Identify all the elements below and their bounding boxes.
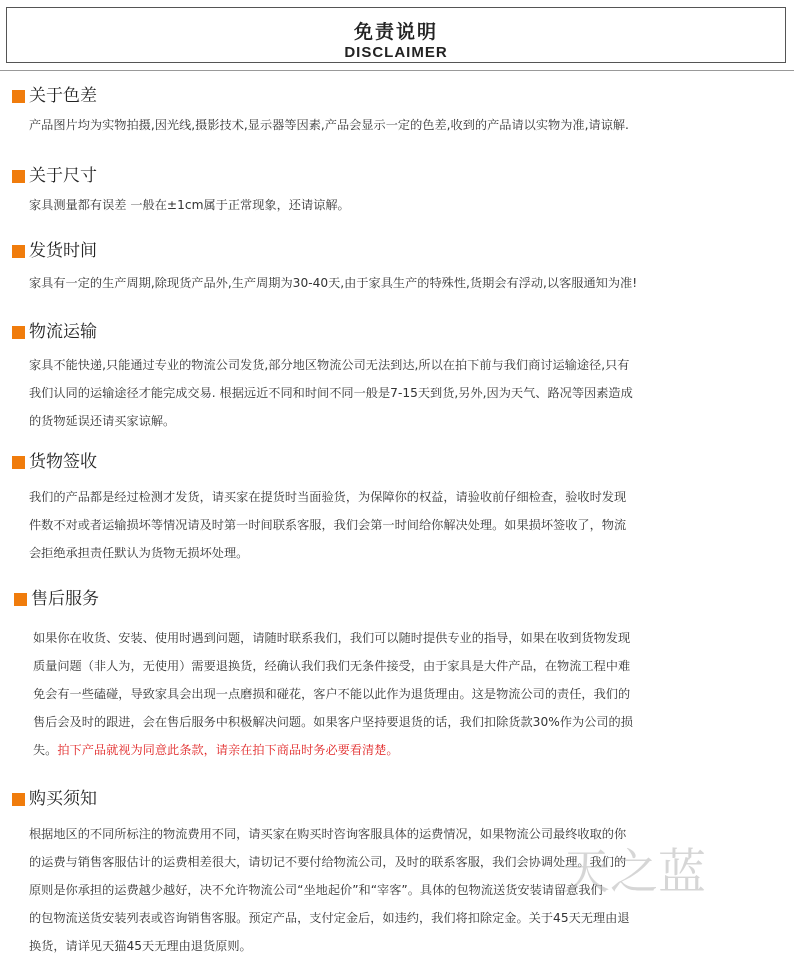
paragraph-line: 我们认同的运输途径才能完成交易. 根据远近不同和时间不同一般是7-15天到货,另外,因为天气、路况等因素造成 <box>29 386 633 400</box>
notice-text: 拍下产品就视为同意此条款，请亲在拍下商品时务必要看清楚。 <box>57 743 399 757</box>
paragraph-line: 换货，请详见天猫45天无理由退货原则。 <box>29 939 252 953</box>
section-title: 购买须知 <box>29 789 97 809</box>
section-body-receipt <box>29 483 626 567</box>
section-title: 售后服务 <box>31 589 99 609</box>
paragraph-line: 我们的产品都是经过检测才发货，请买家在提货时当面验货，为保障你的权益，请验收前仔细检查，验收时发现 <box>29 490 627 504</box>
page-title: 免责说明 <box>353 21 438 43</box>
section-body-color-difference <box>29 115 629 135</box>
section-title: 发货时间 <box>29 241 97 261</box>
orange-square-icon <box>14 593 27 606</box>
paragraph-line: 的运费与销售客服估计的运费相差很大，请切记不要付给物流公司，及时的联系客服，我们会协调处理。我们的 <box>29 855 627 869</box>
paragraph-line-notice <box>33 736 633 764</box>
paragraph-line: 家具有一定的生产周期,除现货产品外,生产周期为30-40天,由于家具生产的特殊性,货期会有浮动,以客服通知为准! <box>29 276 638 290</box>
orange-square-icon <box>12 170 25 183</box>
paragraph-line: 件数不对或者运输损坏等情况请及时第一时间联系客服，我们会第一时间给你解决处理。如果损坏签收了，物流 <box>29 518 627 532</box>
orange-square-icon <box>12 90 25 103</box>
orange-square-icon <box>12 456 25 469</box>
section-body-logistics <box>29 351 633 435</box>
paragraph-text: 失。 <box>33 743 58 757</box>
section-title: 关于尺寸 <box>29 166 97 186</box>
section-body-purchase-notes <box>29 820 630 960</box>
disclaimer-header <box>6 7 786 63</box>
orange-square-icon <box>12 326 25 339</box>
section-title: 关于色差 <box>29 86 97 106</box>
paragraph-line: 原则是你承担的运费越少越好，决不允许物流公司“坐地起价”和“宰客”。具体的包物流送货安装请留意我们 <box>29 883 603 897</box>
section-body-after-sales <box>33 624 633 764</box>
paragraph-line: 如果你在收货、安装、使用时遇到问题，请随时联系我们，我们可以随时提供专业的指导，如果在收到货物发现 <box>33 631 631 645</box>
paragraph-line: 会拒绝承担责任默认为货物无损坏处理。 <box>29 546 249 560</box>
paragraph-line: 的货物延误还请买家谅解。 <box>29 414 176 428</box>
page-subtitle: DISCLAIMER <box>344 44 448 61</box>
orange-square-icon <box>12 793 25 806</box>
paragraph-line: 质量问题（非人为，无使用）需要退换货，经确认我们我们无条件接受，由于家具是大件产品，在物流工程中难 <box>33 659 631 673</box>
paragraph-line: 家具不能快递,只能通过专业的物流公司发货,部分地区物流公司无法到达,所以在拍下前与我们商讨运输途径,只有 <box>29 358 630 372</box>
paragraph-line: 的包物流送货安装列表或咨询销售客服。预定产品，支付定金后，如违约，我们将扣除定金。关于45天无理由退 <box>29 911 630 925</box>
orange-square-icon <box>12 245 25 258</box>
section-title: 货物签收 <box>29 452 97 472</box>
section-title: 物流运输 <box>29 322 97 342</box>
paragraph-line: 售后会及时的跟进，会在售后服务中积极解决问题。如果客户坚持要退货的话，我们扣除货款30%作为公司的损 <box>33 715 633 729</box>
section-body-shipping-time <box>29 273 637 293</box>
paragraph-line: 产品图片均为实物拍摄,因光线,摄影技术,显示器等因素,产品会显示一定的色差,收到的产品请以实物为准,请谅解. <box>29 118 629 132</box>
section-body-size <box>29 195 350 215</box>
paragraph-line: 根据地区的不同所标注的物流费用不同，请买家在购买时咨询客服具体的运费情况，如果物流公司最终收取的你 <box>29 827 627 841</box>
brand-watermark: 天之蓝 <box>562 844 707 900</box>
paragraph-line: 家具测量都有误差 一般在±1cm属于正常现象，还请谅解。 <box>29 198 350 212</box>
paragraph-line: 免会有一些磕碰，导致家具会出现一点磨损和碰花，客户不能以此作为退货理由。这是物流公司的责任，我们的 <box>33 687 631 701</box>
header-divider <box>0 70 794 71</box>
